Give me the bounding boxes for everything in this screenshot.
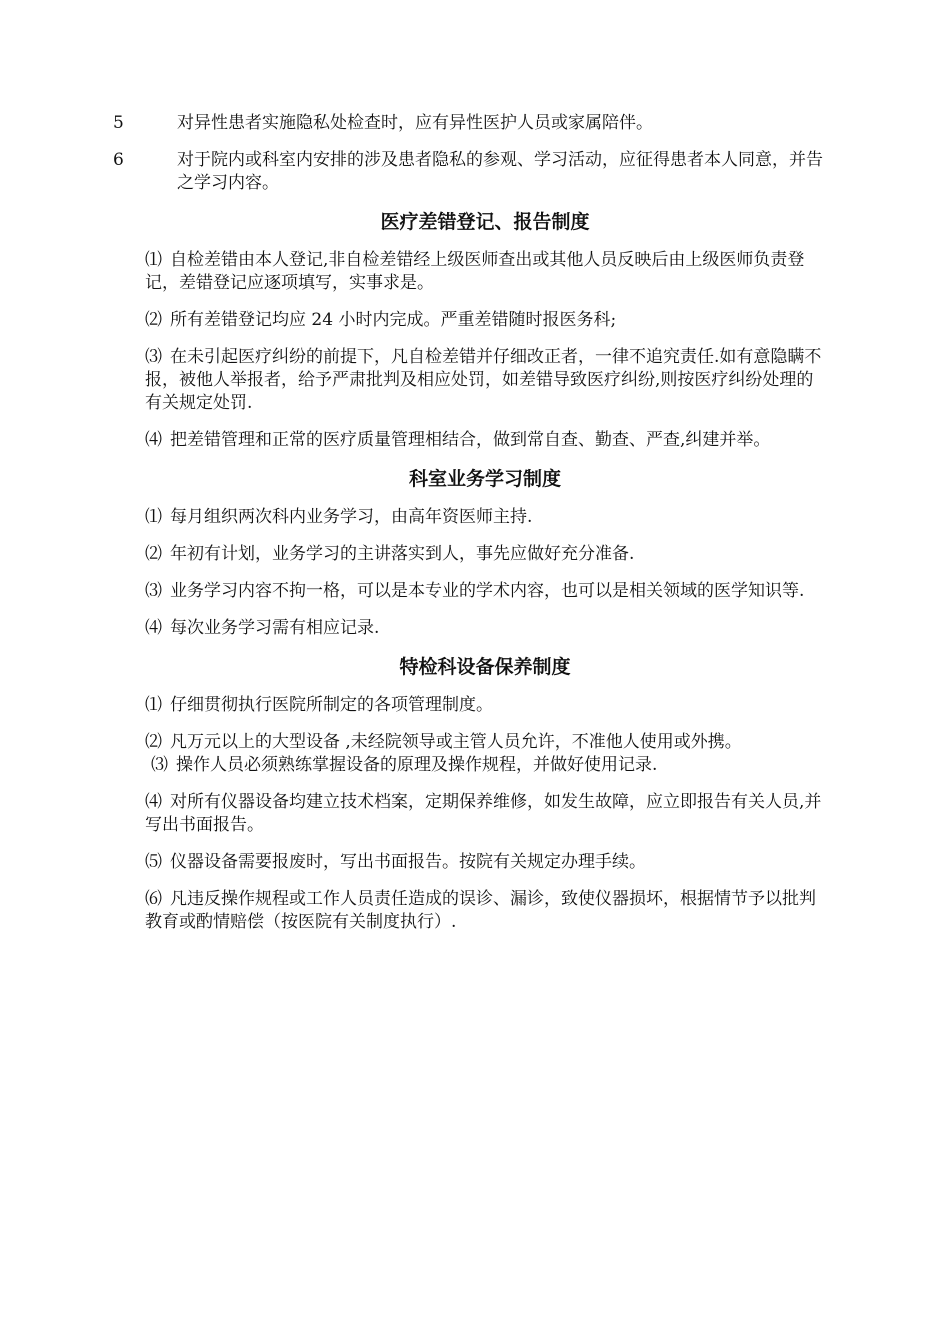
list-item bbox=[145, 249, 825, 295]
item-number: ⑵ bbox=[145, 732, 162, 752]
intro-item-number: 6 bbox=[113, 150, 124, 170]
item-text: 凡违反操作规程或工作人员责任造成的误诊、漏诊，致使仪器损坏，根据情节予以批判教育或酌情赔偿（按医院有关制度执行）. bbox=[145, 889, 816, 932]
list-item bbox=[145, 888, 825, 934]
section-title-study: 科室业务学习制度 bbox=[408, 468, 561, 490]
intro-item-5 bbox=[113, 112, 825, 135]
intro-item-text: 对异性患者实施隐私处检查时，应有异性医护人员或家属陪伴。 bbox=[177, 113, 653, 133]
list-item bbox=[145, 791, 825, 837]
list-item bbox=[145, 851, 825, 874]
item-text: 仪器设备需要报废时，写出书面报告。按院有关规定办理手续。 bbox=[170, 852, 646, 872]
item-text: 操作人员必须熟练掌握设备的原理及操作规程，并做好使用记录. bbox=[176, 755, 658, 775]
document-page bbox=[113, 112, 825, 948]
item-number: ⑶ bbox=[145, 347, 162, 367]
item-number: ⑷ bbox=[145, 618, 162, 638]
list-item bbox=[145, 506, 825, 529]
list-item bbox=[145, 543, 825, 566]
item-text: 凡万元以上的大型设备 ,未经院领导或主管人员允许，不准他人使用或外携。 bbox=[170, 732, 742, 752]
item-text: 每次业务学习需有相应记录. bbox=[170, 618, 380, 638]
item-text: 把差错管理和正常的医疗质量管理相结合，做到常自查、勤查、严查,纠建并举。 bbox=[170, 430, 771, 450]
item-number: ⑶ bbox=[145, 581, 162, 601]
item-number: ⑶ bbox=[151, 755, 168, 775]
item-text: 年初有计划，业务学习的主讲落实到人，事先应做好充分准备. bbox=[170, 544, 635, 564]
item-text: 业务学习内容不拘一格，可以是本专业的学术内容，也可以是相关领域的医学知识等. bbox=[170, 581, 805, 601]
intro-item-text: 对于院内或科室内安排的涉及患者隐私的参观、学习活动，应征得患者本人同意，并告之学习内容。 bbox=[177, 150, 823, 193]
item-number: ⑴ bbox=[145, 250, 162, 270]
list-item bbox=[145, 754, 825, 777]
list-item bbox=[145, 694, 825, 717]
section-title-equipment: 特检科设备保养制度 bbox=[399, 656, 571, 678]
item-number: ⑹ bbox=[145, 889, 162, 909]
item-number: ⑴ bbox=[145, 507, 162, 527]
list-item bbox=[145, 346, 825, 415]
item-number: ⑷ bbox=[145, 430, 162, 450]
intro-item-number: 5 bbox=[113, 113, 124, 133]
item-text: 仔细贯彻执行医院所制定的各项管理制度。 bbox=[170, 695, 493, 715]
list-item bbox=[145, 309, 825, 332]
item-text: 自检差错由本人登记,非自检差错经上级医师查出或其他人员反映后由上级医师负责登记，差错登记应逐项填写，实事求是。 bbox=[145, 250, 805, 293]
item-number: ⑸ bbox=[145, 852, 162, 872]
item-text: 对所有仪器设备均建立技术档案，定期保养维修，如发生故障，应立即报告有关人员,并写出书面报告。 bbox=[145, 792, 822, 835]
item-text: 所有差错登记均应 24 小时内完成。严重差错随时报医务科; bbox=[170, 310, 617, 330]
item-text: 每月组织两次科内业务学习，由高年资医师主持. bbox=[170, 507, 533, 527]
list-item bbox=[145, 731, 825, 754]
item-number: ⑴ bbox=[145, 695, 162, 715]
item-text: 在未引起医疗纠纷的前提下，凡自检差错并仔细改正者，一律不追究责任.如有意隐瞒不报，被他人举报者，给予严肃批判及相应处罚，如差错导致医疗纠纷,则按医疗纠纷处理的有关规定处罚. bbox=[145, 347, 822, 413]
item-number: ⑵ bbox=[145, 544, 162, 564]
list-item bbox=[145, 617, 825, 640]
list-item bbox=[145, 580, 825, 603]
section-title-error-reporting: 医疗差错登记、报告制度 bbox=[380, 211, 590, 233]
intro-item-6 bbox=[113, 149, 825, 195]
item-number: ⑷ bbox=[145, 792, 162, 812]
list-item bbox=[145, 429, 825, 452]
item-number: ⑵ bbox=[145, 310, 162, 330]
